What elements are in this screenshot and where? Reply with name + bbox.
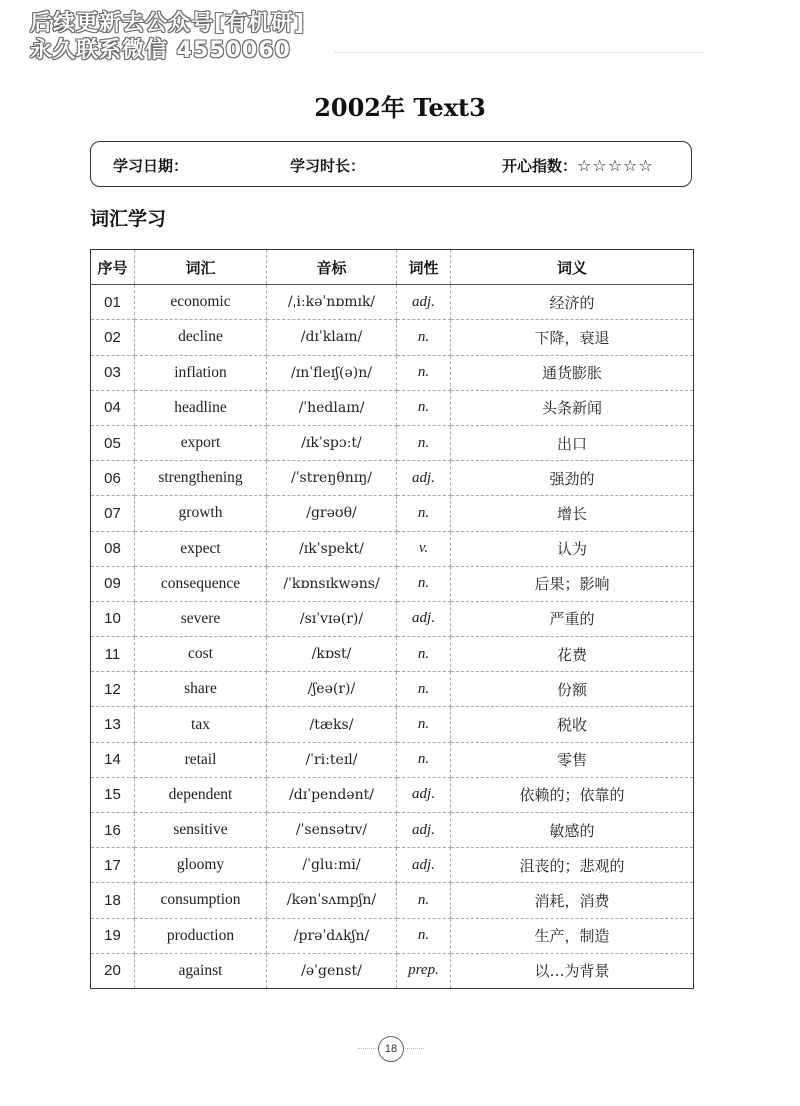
- cell-no: 16: [91, 813, 135, 848]
- cell-no: 14: [91, 742, 135, 777]
- cell-no: 05: [91, 425, 135, 460]
- cell-ipa: /ˈkɒnsɪkwəns/: [267, 566, 397, 601]
- cell-no: 11: [91, 637, 135, 672]
- cell-word: production: [135, 918, 267, 953]
- cell-meaning: 税收: [451, 707, 694, 742]
- cell-pos: n.: [397, 707, 451, 742]
- cell-no: 04: [91, 390, 135, 425]
- table-row: [91, 672, 694, 707]
- cell-ipa: /əˈgenst/: [267, 953, 397, 988]
- cell-pos: adj.: [397, 285, 451, 320]
- cell-word: sensitive: [135, 813, 267, 848]
- watermark-line-1: 后续更新去公众号[有机研]: [30, 11, 306, 36]
- cell-meaning: 通货膨胀: [451, 355, 694, 390]
- cell-no: 19: [91, 918, 135, 953]
- watermark-line-2: 永久联系微信 4550060: [30, 38, 291, 63]
- cell-word: share: [135, 672, 267, 707]
- cell-pos: n.: [397, 425, 451, 460]
- vocab-table: [90, 249, 694, 989]
- cell-meaning: 强劲的: [451, 461, 694, 496]
- cell-word: severe: [135, 601, 267, 636]
- cell-pos: n.: [397, 355, 451, 390]
- cell-meaning: 以…为背景: [534, 962, 610, 981]
- cell-meaning: 下降，衰退: [451, 320, 694, 355]
- table-row: [91, 461, 694, 496]
- cell-ipa: /dɪˈpendənt/: [267, 777, 397, 812]
- cell-ipa: /ʃeə(r)/: [267, 672, 397, 707]
- cell-ipa: /dɪˈklaɪn/: [267, 320, 397, 355]
- table-row: [91, 390, 694, 425]
- table-row: [91, 848, 694, 883]
- cell-meaning: 依赖的；依靠的: [451, 777, 694, 812]
- study-duration-label: 学习时长：: [290, 157, 366, 175]
- cell-ipa: /ˌiːkəˈnɒmɪk/: [267, 285, 397, 320]
- cell-ipa: /ˈhedlaɪn/: [267, 390, 397, 425]
- table-row: [91, 637, 694, 672]
- table-row: [91, 285, 694, 320]
- cell-no: 10: [91, 601, 135, 636]
- header-meaning: 词义: [451, 250, 694, 285]
- cell-ipa: /ˈsensətɪv/: [267, 813, 397, 848]
- table-row: [91, 320, 694, 355]
- cell-ipa: /ɪkˈspɔːt/: [267, 425, 397, 460]
- cell-meaning: 认为: [451, 531, 694, 566]
- cell-pos: adj.: [397, 813, 451, 848]
- cell-word: headline: [135, 390, 267, 425]
- cell-ipa: /kənˈsʌmpʃn/: [267, 883, 397, 918]
- watermark: [30, 10, 360, 64]
- cell-no: 17: [91, 848, 135, 883]
- cell-pos: v.: [397, 531, 451, 566]
- cell-word: consequence: [135, 566, 267, 601]
- cell-meaning: 严重的: [451, 601, 694, 636]
- cell-ipa: /ɪkˈspekt/: [267, 531, 397, 566]
- cell-meaning: 头条新闻: [451, 390, 694, 425]
- cell-meaning: 消耗，消费: [451, 883, 694, 918]
- cell-word: strengthening: [135, 461, 267, 496]
- cell-meaning: 生产，制造: [451, 918, 694, 953]
- cell-word: tax: [135, 707, 267, 742]
- cell-no: 15: [91, 777, 135, 812]
- cell-word: inflation: [135, 355, 267, 390]
- cell-no: 07: [91, 496, 135, 531]
- table-row: [91, 918, 694, 953]
- header-pos: 词性: [397, 250, 451, 285]
- cell-meaning: 份额: [451, 672, 694, 707]
- cell-pos: n.: [397, 390, 451, 425]
- cell-pos: adj.: [397, 601, 451, 636]
- cell-ipa: /prəˈdʌkʃn/: [267, 918, 397, 953]
- cell-pos: adj.: [397, 848, 451, 883]
- table-row: [91, 355, 694, 390]
- cell-word: decline: [135, 320, 267, 355]
- table-row: [91, 883, 694, 918]
- header-word: 词汇: [135, 250, 267, 285]
- table-row: [91, 813, 694, 848]
- table-row: [91, 777, 694, 812]
- happiness-stars[interactable]: ☆☆☆☆☆: [577, 156, 654, 175]
- cell-ipa: /tæks/: [267, 707, 397, 742]
- table-row: [91, 531, 694, 566]
- cell-no: 09: [91, 566, 135, 601]
- cell-pos: n.: [397, 320, 451, 355]
- study-info-box: [90, 141, 692, 187]
- cell-word: growth: [135, 496, 267, 531]
- happiness-label: 开心指数：: [502, 157, 578, 175]
- table-row: [91, 425, 694, 460]
- study-date-label: 学习日期：: [113, 157, 189, 175]
- cell-meaning: 花费: [451, 637, 694, 672]
- cell-meaning: 沮丧的；悲观的: [451, 848, 694, 883]
- cell-pos: n.: [397, 918, 451, 953]
- cell-pos: n.: [397, 637, 451, 672]
- cell-meaning: 出口: [451, 425, 694, 460]
- cell-no: 12: [91, 672, 135, 707]
- cell-meaning: 零售: [451, 742, 694, 777]
- cell-meaning: 增长: [451, 496, 694, 531]
- table-row: [91, 496, 694, 531]
- page-number: 18: [378, 1036, 404, 1062]
- cell-meaning: 后果；影响: [451, 566, 694, 601]
- page-title: 2002年 Text3: [314, 93, 486, 122]
- table-row: [91, 566, 694, 601]
- cell-pos: adj.: [397, 461, 451, 496]
- cell-word: gloomy: [135, 848, 267, 883]
- cell-ipa: /ɪnˈfleɪʃ(ə)n/: [267, 355, 397, 390]
- header-divider: [335, 52, 703, 53]
- cell-word: consumption: [135, 883, 267, 918]
- cell-ipa: /ˈriːteɪl/: [267, 742, 397, 777]
- cell-ipa: /ˈstreŋθnɪŋ/: [267, 461, 397, 496]
- table-row: [91, 707, 694, 742]
- cell-pos: n.: [397, 742, 451, 777]
- cell-no: 13: [91, 707, 135, 742]
- cell-no: 02: [91, 320, 135, 355]
- cell-ipa: /sɪˈvɪə(r)/: [267, 601, 397, 636]
- cell-pos: n.: [397, 672, 451, 707]
- cell-ipa: /grəʊθ/: [267, 496, 397, 531]
- header-ipa: 音标: [267, 250, 397, 285]
- cell-no: 18: [91, 883, 135, 918]
- cell-word: dependent: [135, 777, 267, 812]
- cell-pos: prep.: [397, 953, 451, 988]
- cell-word: retail: [135, 742, 267, 777]
- happiness-index: [502, 155, 654, 176]
- table-row: [91, 953, 694, 988]
- cell-word: economic: [135, 285, 267, 320]
- cell-meaning: 经济的: [451, 285, 694, 320]
- cell-no: 08: [91, 531, 135, 566]
- cell-pos: n.: [397, 496, 451, 531]
- header-no: 序号: [91, 250, 135, 285]
- table-row: [91, 601, 694, 636]
- cell-ipa: /kɒst/: [267, 637, 397, 672]
- cell-word: cost: [135, 637, 267, 672]
- cell-no: 03: [91, 355, 135, 390]
- cell-no: 20: [91, 953, 135, 988]
- cell-no: 06: [91, 461, 135, 496]
- table-row: [91, 742, 694, 777]
- cell-word: expect: [135, 531, 267, 566]
- cell-no: 01: [91, 285, 135, 320]
- cell-pos: n.: [397, 883, 451, 918]
- section-title: 词汇学习: [90, 208, 167, 230]
- cell-ipa: /ˈgluːmi/: [267, 848, 397, 883]
- cell-word: export: [135, 425, 267, 460]
- cell-word: against: [135, 953, 267, 988]
- cell-meaning: 敏感的: [451, 813, 694, 848]
- cell-pos: adj.: [397, 777, 451, 812]
- cell-pos: n.: [397, 566, 451, 601]
- table-header-row: [91, 250, 694, 285]
